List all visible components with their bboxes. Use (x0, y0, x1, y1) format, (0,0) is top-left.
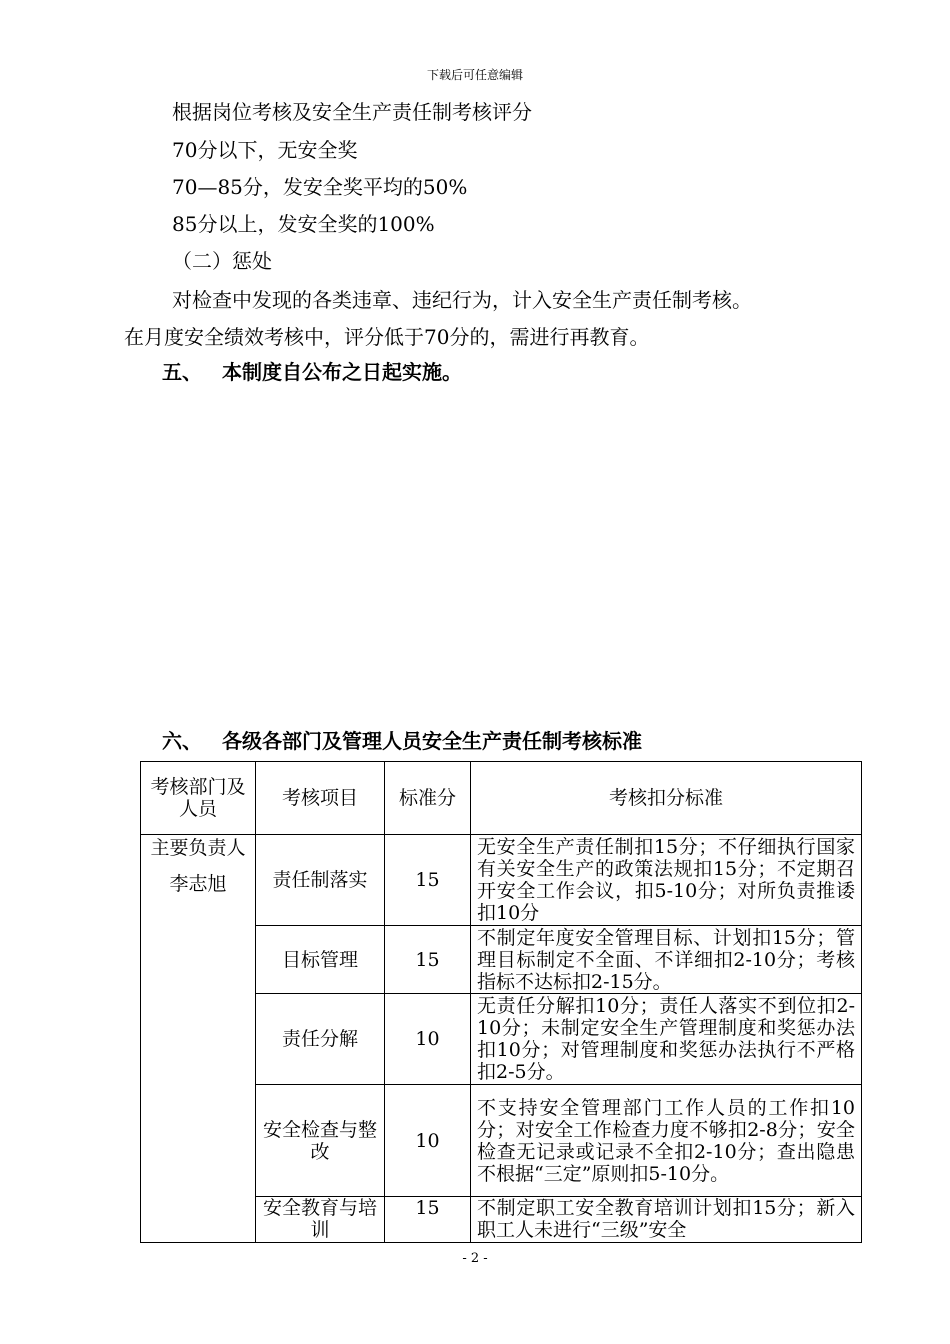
score-cell: 15 (385, 835, 471, 926)
paragraph-6-line-2: 在月度安全绩效考核中，评分低于70分的，需进行再教育。 (124, 325, 650, 349)
header-deduction-rule: 考核扣分标准 (471, 762, 862, 835)
paragraph-2: 70分以下，无安全奖 (172, 138, 358, 162)
item-cell: 目标管理 (256, 926, 385, 994)
score-cell: 15 (385, 926, 471, 994)
page-header: 下载后可任意编辑 (426, 68, 523, 82)
assessment-table (140, 761, 862, 1243)
page-number: - 2 - (462, 1251, 488, 1266)
paragraph-1: 根据岗位考核及安全生产责任制考核评分 (172, 100, 532, 124)
score-cell: 10 (385, 994, 471, 1085)
department-role: 主要负责人 (150, 837, 246, 859)
rule-cell: 无安全生产责任制扣15分；不仔细执行国家有关安全生产的政策法规扣15分；不定期召开安全工作会议，扣5-10分；对所负责推诿扣10分 (471, 835, 862, 926)
score-cell: 15 (385, 1197, 471, 1243)
section-6-title: 各级各部门及管理人员安全生产责任制考核标准 (222, 729, 642, 753)
paragraph-6-line-1: 对检查中发现的各类违章、违纪行为，计入安全生产责任制考核。 (172, 288, 752, 312)
table-row (141, 835, 862, 926)
paragraph-3: 70—85分，发安全奖平均的50% (172, 175, 468, 199)
section-6-number: 六、 (162, 729, 202, 753)
item-cell: 责任制落实 (256, 835, 385, 926)
department-person: 李志旭 (169, 873, 227, 895)
rule-cell: 不制定年度安全管理目标、计划扣15分；管理目标制定不全面、不详细扣2-10分；考核指标不达标扣2-15分。 (471, 926, 862, 994)
department-cell (141, 835, 256, 1243)
paragraph-4: 85分以上，发安全奖的100% (172, 212, 435, 236)
section-5-title: 本制度自公布之日起实施。 (222, 360, 462, 384)
rule-cell: 无责任分解扣10分；责任人落实不到位扣2-10分；未制定安全生产管理制度和奖惩办法扣10分；对管理制度和奖惩办法执行不严格扣2-5分。 (471, 994, 862, 1085)
header-item: 考核项目 (256, 762, 385, 835)
section-5-number: 五、 (162, 360, 202, 384)
table-header-row (141, 762, 862, 835)
rule-cell: 不支持安全管理部门工作人员的工作扣10分；对安全工作检查力度不够扣2-8分；安全检查无记录或记录不全扣2-10分；查出隐患不根据“三定”原则扣5-10分。 (471, 1085, 862, 1197)
header-department: 考核部门及人员 (141, 762, 256, 835)
score-cell: 10 (385, 1085, 471, 1197)
header-score: 标准分 (385, 762, 471, 835)
rule-cell: 不制定职工安全教育培训计划扣15分；新入职工人未进行“三级”安全 (471, 1197, 862, 1243)
item-cell: 责任分解 (256, 994, 385, 1085)
paragraph-5: （二）惩处 (172, 249, 272, 273)
item-cell: 安全检查与整改 (256, 1085, 385, 1197)
item-cell: 安全教育与培训 (256, 1197, 385, 1243)
